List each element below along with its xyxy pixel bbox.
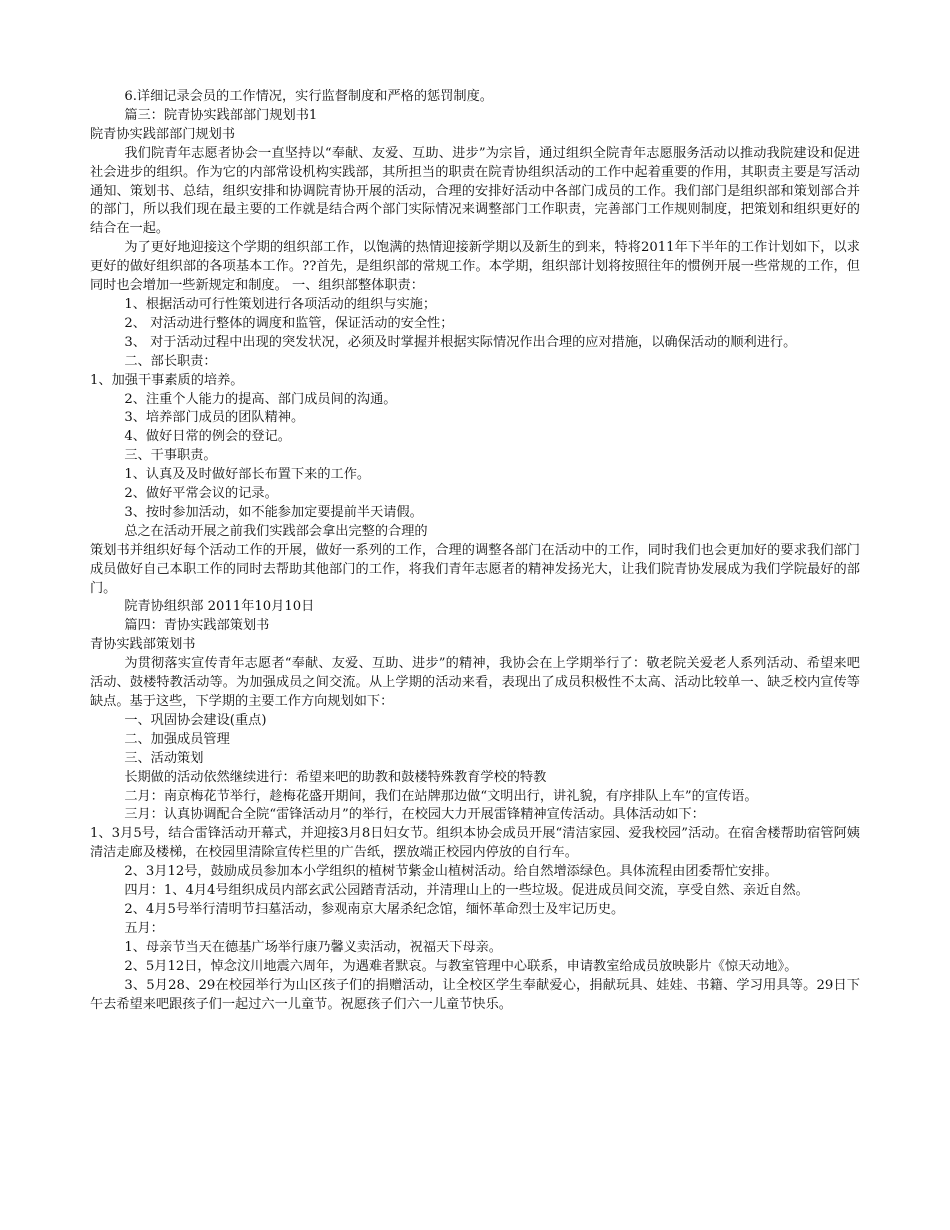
paragraph: 三、干事职责。 bbox=[124, 448, 217, 464]
paragraph: 1、根据活动可行性策划进行各项活动的组织与实施； bbox=[124, 296, 437, 312]
paragraph: 为了更好地迎接这个学期的组织部工作，以饱满的热情迎接新学期以及新生的到来，特将2011年下半年的工作计划如下，以求更好的做好组织部的各项基本工作。??首先，是组织部的常规工作。本学期，组织部计划将按照往年的惯例开展一些常规的工作，但同时也会增加一些新规定和制度。 一、组织部整体职责： bbox=[90, 240, 860, 294]
paragraph: 6.详细记录会员的工作情况，实行监督制度和严格的惩罚制度。 bbox=[124, 89, 493, 104]
paragraph: 三月：认真协调配合全院“雷锋活动月”的举行，在校园大力开展雷锋精神宣传活动。具体活动如下： bbox=[124, 807, 705, 823]
paragraph: 3、 对于活动过程中出现的突发状况，必须及时掌握并根据实际情况作出合理的应对措施，以确保活动的顺利进行。 bbox=[124, 334, 797, 350]
paragraph: 策划书并组织好每个活动工作的开展，做好一系列的工作，合理的调整各部门在活动中的工作，同时我们也会更加好的要求我们部门成员做好自己本职工作的同时去帮助其他部门的工作，将我们青年志愿者的精神发扬光大，让我们院青协发展成为我们学院最好的部门。 bbox=[90, 542, 860, 596]
paragraph: 篇三：院青协实践部部门规划书1 bbox=[124, 107, 318, 123]
paragraph: 3、按时参加活动，如不能参加定要提前半天请假。 bbox=[124, 504, 423, 520]
paragraph: 院青协实践部部门规划书 bbox=[90, 126, 236, 142]
paragraph: 长期做的活动依然继续进行：希望来吧的助教和鼓楼特殊教育学校的特教 bbox=[124, 769, 547, 785]
paragraph: 3、5月28、29在校园举行为山区孩子们的捐赠活动，让全校区学生奉献爱心，捐献玩具、娃娃、书籍、学习用具等。29日下午去希望来吧跟孩子们一起过六一儿童节。祝愿孩子们六一儿童节快乐。 bbox=[90, 977, 860, 1012]
paragraph: 篇四：青协实践部策划书 bbox=[124, 618, 270, 634]
paragraph: 1、加强干事素质的培养。 bbox=[90, 372, 244, 388]
paragraph: 3、培养部门成员的团队精神。 bbox=[124, 410, 305, 426]
paragraph: 青协实践部策划书 bbox=[90, 637, 196, 653]
paragraph: 4、做好日常的例会的登记。 bbox=[124, 429, 291, 445]
paragraph: 五月： bbox=[124, 920, 164, 936]
paragraph: 1、母亲节当天在德基广场举行康乃馨义卖活动，祝福天下母亲。 bbox=[124, 939, 502, 955]
paragraph: 三、活动策划 bbox=[124, 750, 204, 766]
paragraph: 总之在活动开展之前我们实践部会拿出完整的合理的 bbox=[124, 523, 428, 539]
paragraph: 我们院青年志愿者协会一直坚持以“奉献、友爱、互助、进步”为宗旨，通过组织全院青年志愿服务活动以推动我院建设和促进社会进步的组织。作为它的内部常设机构实践部，其所担当的职责在院青协组织活动的工作中起着重要的作用，其职责主要是写活动通知、策划书、总结，组织安排和协调院青协开展的活动，合理的安排好活动中各部门成员的工作。我们部门是组织部和策划部合并的部门，所以我们现在最主要的工作就是结合两个部门实际情况来调整部门工作职责，完善部门工作规则制度，把策划和组织更好的结合在一起。 bbox=[90, 145, 860, 237]
paragraph: 2、3月12号，鼓励成员参加本小学组织的植树节紫金山植树活动。给自然增添绿色。具体流程由团委帮忙安排。 bbox=[124, 864, 778, 880]
paragraph: 一、巩固协会建设(重点) bbox=[124, 712, 267, 728]
paragraph: 院青协组织部 2011年10月10日 bbox=[124, 599, 315, 615]
paragraph: 1、认真及及时做好部长布置下来的工作。 bbox=[124, 467, 371, 483]
paragraph: 二月：南京梅花节举行，趁梅花盛开期间，我们在站牌那边做“文明出行，讲礼貌，有序排队上车”的宣传语。 bbox=[124, 788, 758, 804]
paragraph: 二、加强成员管理 bbox=[124, 731, 230, 747]
paragraph: 2、注重个人能力的提高、部门成员间的沟通。 bbox=[124, 391, 397, 407]
paragraph: 1、3月5号，结合雷锋活动开幕式，并迎接3月8日妇女节。组织本协会成员开展“清洁家园、爱我校园”活动。在宿舍楼帮助宿管阿姨清洁走廊及楼梯，在校园里清除宣传栏里的广告纸，摆放端正校园内停放的自行车。 bbox=[90, 826, 860, 861]
document-body bbox=[90, 88, 860, 1014]
paragraph: 为贯彻落实宣传青年志愿者“奉献、友爱、互助、进步”的精神，我协会在上学期举行了：敬老院关爱老人系列活动、希望来吧活动、鼓楼特教活动等。为加强成员之间交流。从上学期的活动来看，表现出了成员积极性不太高、活动比较单一、缺乏校内宣传等缺点。基于这些，下学期的主要工作方向规划如下： bbox=[90, 656, 860, 709]
paragraph: 2、 对活动进行整体的调度和监管，保证活动的安全性； bbox=[124, 315, 454, 331]
paragraph: 2、4月5号举行清明节扫墓活动，参观南京大屠杀纪念馆，缅怀革命烈士及牢记历史。 bbox=[124, 901, 625, 917]
paragraph: 2、做好平常会议的记录。 bbox=[124, 486, 278, 502]
paragraph: 四月：1、4月4号组织成员内部玄武公园踏青活动，并清理山上的一些垃圾。促进成员间交流，享受自然、亲近自然。 bbox=[124, 883, 809, 899]
paragraph: 二、部长职责： bbox=[124, 353, 217, 369]
paragraph: 2、5月12日，悼念汶川地震六周年，为遇难者默哀。与教室管理中心联系，申请教室给成员放映影片《惊天动地》。 bbox=[124, 958, 798, 974]
